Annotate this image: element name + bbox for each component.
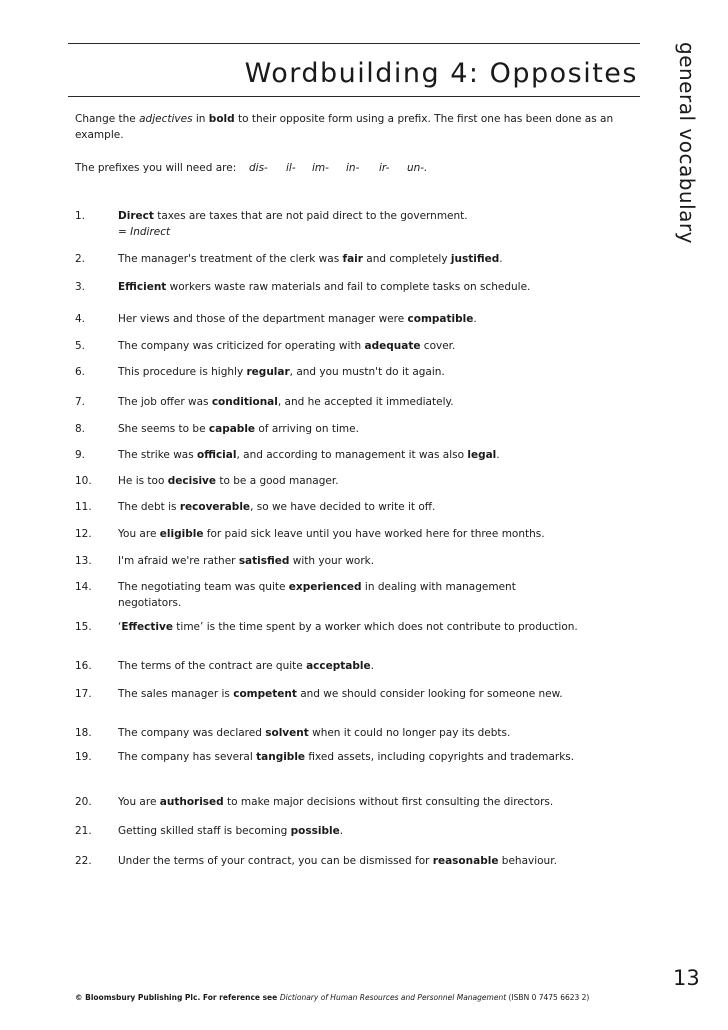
item-text-plain: to be a good manager.: [216, 475, 339, 487]
item-text-plain: .: [370, 660, 374, 672]
item-number: 3.: [75, 281, 86, 293]
item-text: [118, 447, 578, 463]
target-word: tangible: [256, 751, 306, 763]
instructions-text: in: [192, 113, 209, 125]
item-text-plain: ‘: [118, 621, 122, 633]
item-text-plain: .: [339, 825, 344, 837]
target-word: possible: [290, 825, 340, 837]
item-text-plain: taxes are taxes that are not paid direct to the government.: [153, 210, 468, 222]
item-number: 9.: [75, 449, 86, 461]
item-number: 22.: [75, 855, 92, 867]
item-text-plain: I'm afraid we're rather: [118, 555, 239, 567]
item-text-plain: The company has several: [118, 751, 257, 763]
item-text: [118, 279, 578, 295]
item-text-plain: The terms of the contract are quite: [118, 660, 307, 672]
target-word: Effective: [121, 621, 173, 633]
item-text: [118, 658, 578, 674]
side-label-text: general vocabulary: [675, 42, 699, 244]
item-text-plain: Under the terms of your contract, you can be dismissed for: [118, 855, 433, 867]
item-text-plain: with your work.: [289, 555, 375, 567]
item-text-plain: The manager's treatment of the clerk was: [118, 253, 343, 265]
item-text: [118, 364, 578, 380]
instructions-text: to their opposite form using a prefix. The first one has been done as an example.: [75, 113, 614, 141]
item-text-plain: for paid sick leave until you have worked here for three months.: [203, 528, 545, 540]
side-label: [656, 42, 706, 252]
item-text-plain: The company was declared: [118, 727, 266, 739]
item-text-plain: The debt is: [118, 501, 180, 513]
prefix-item: il-: [286, 162, 296, 174]
item-text-plain: She seems to be: [118, 423, 209, 435]
item-text-plain: of arriving on time.: [255, 423, 359, 435]
item-number: 14.: [75, 581, 92, 593]
item-number: 21.: [75, 825, 92, 837]
item-number: 11.: [75, 501, 92, 513]
item-text-plain: , and you mustn't do it again.: [289, 366, 445, 378]
item-text-plain: He is too: [118, 475, 168, 487]
item-text: [118, 823, 578, 839]
item-number: 13.: [75, 555, 92, 567]
instructions: [75, 111, 625, 143]
item-text-plain: .: [496, 449, 500, 461]
prefix-item: un-.: [407, 162, 428, 174]
item-text: [118, 394, 578, 410]
target-word: reasonable: [432, 855, 499, 867]
target-word: solvent: [265, 727, 309, 739]
target-word: recoverable: [179, 501, 251, 513]
target-word: official: [197, 449, 237, 461]
target-word: eligible: [159, 528, 204, 540]
item-text-plain: You are: [118, 528, 160, 540]
prefix-item: im-: [312, 162, 329, 174]
example-answer: = Indirect: [118, 226, 171, 238]
item-text: [118, 579, 578, 611]
footer-isbn: (ISBN 0 7475 6623 2): [506, 993, 590, 1002]
page-title: Wordbuilding 4: Opposites: [244, 58, 638, 89]
item-text-plain: fixed assets, including copyrights and trademarks.: [305, 751, 575, 763]
instructions-bold: bold: [208, 113, 235, 125]
target-word: authorised: [159, 796, 224, 808]
item-number: 5.: [75, 340, 86, 352]
item-text-plain: time’ is the time spent by a worker which does not contribute to production.: [172, 621, 578, 633]
target-word: regular: [246, 366, 290, 378]
item-text-plain: .: [473, 313, 477, 325]
target-word: compatible: [407, 313, 474, 325]
item-text-plain: and we should consider looking for someone new.: [296, 688, 563, 700]
item-text-plain: , and according to management it was also: [236, 449, 468, 461]
target-word: satisfied: [238, 555, 290, 567]
target-word: adequate: [364, 340, 421, 352]
item-number: 18.: [75, 727, 92, 739]
item-text: [118, 794, 578, 810]
item-text: [118, 853, 578, 869]
target-word: competent: [233, 688, 297, 700]
item-number: 12.: [75, 528, 92, 540]
item-text-plain: The company was criticized for operating with: [118, 340, 365, 352]
footer-copyright: © Bloomsbury Publishing Plc. For reference see: [75, 993, 280, 1002]
item-text-plain: This procedure is highly: [118, 366, 247, 378]
footer: [75, 993, 589, 1002]
page-number: 13: [673, 966, 700, 990]
item-text-plain: Her views and those of the department manager were: [118, 313, 408, 325]
item-text-plain: in dealing with management negotiators.: [118, 581, 516, 609]
item-text: [118, 251, 578, 267]
prefix-item: in-: [346, 162, 360, 174]
item-text-plain: The negotiating team was quite: [118, 581, 289, 593]
top-rule: [68, 43, 640, 44]
item-text-plain: when it could no longer pay its debts.: [308, 727, 511, 739]
item-number: 15.: [75, 621, 92, 633]
target-word: fair: [342, 253, 363, 265]
item-number: 20.: [75, 796, 92, 808]
title-rule: [68, 96, 640, 97]
item-text: [118, 208, 578, 240]
item-text-plain: cover.: [420, 340, 456, 352]
item-text: [118, 311, 578, 327]
item-text-plain: The strike was: [118, 449, 198, 461]
item-text: [118, 421, 578, 437]
item-text-plain: The sales manager is: [118, 688, 234, 700]
item-text: [118, 553, 578, 569]
item-number: 8.: [75, 423, 86, 435]
target-word: Efficient: [118, 281, 167, 293]
target-word: acceptable: [306, 660, 371, 672]
footer-book-title: Dictionary of Human Resources and Personnel Management: [279, 993, 507, 1002]
item-text-plain: Getting skilled staff is becoming: [118, 825, 291, 837]
target-word: experienced: [288, 581, 362, 593]
instructions-text: Change the: [75, 113, 140, 125]
prefix-item: dis-: [249, 162, 268, 174]
item-number: 10.: [75, 475, 92, 487]
prefix-item: ir-: [379, 162, 390, 174]
item-text-plain: and completely: [362, 253, 451, 265]
item-number: 4.: [75, 313, 86, 325]
target-word: decisive: [167, 475, 217, 487]
item-text: [118, 499, 578, 515]
prefix-label: The prefixes you will need are:: [75, 162, 237, 174]
item-text-plain: , and he accepted it immediately.: [277, 396, 454, 408]
item-number: 2.: [75, 253, 86, 265]
item-text: [118, 526, 578, 542]
item-text-plain: The job offer was: [118, 396, 212, 408]
item-number: 17.: [75, 688, 92, 700]
item-number: 6.: [75, 366, 86, 378]
item-text: [118, 686, 578, 702]
item-text-plain: You are: [118, 796, 160, 808]
target-word: capable: [208, 423, 256, 435]
item-text-plain: behaviour.: [498, 855, 557, 867]
target-word: justified: [450, 253, 500, 265]
item-text: [118, 725, 578, 741]
item-text-plain: workers waste raw materials and fail to complete tasks on schedule.: [166, 281, 531, 293]
item-text: [118, 338, 578, 354]
prefix-list: [75, 160, 427, 176]
item-number: 16.: [75, 660, 92, 672]
item-text: [118, 473, 578, 489]
instructions-italic: adjectives: [139, 113, 193, 125]
item-text-plain: to make major decisions without first consulting the directors.: [223, 796, 554, 808]
item-text-plain: , so we have decided to write it off.: [250, 501, 436, 513]
target-word: Direct: [118, 210, 154, 222]
item-text: [118, 749, 578, 765]
item-text-plain: .: [499, 253, 503, 265]
target-word: legal: [467, 449, 497, 461]
item-number: 1.: [75, 210, 86, 222]
item-number: 19.: [75, 751, 92, 763]
target-word: conditional: [211, 396, 278, 408]
item-number: 7.: [75, 396, 86, 408]
item-text: [118, 619, 578, 635]
